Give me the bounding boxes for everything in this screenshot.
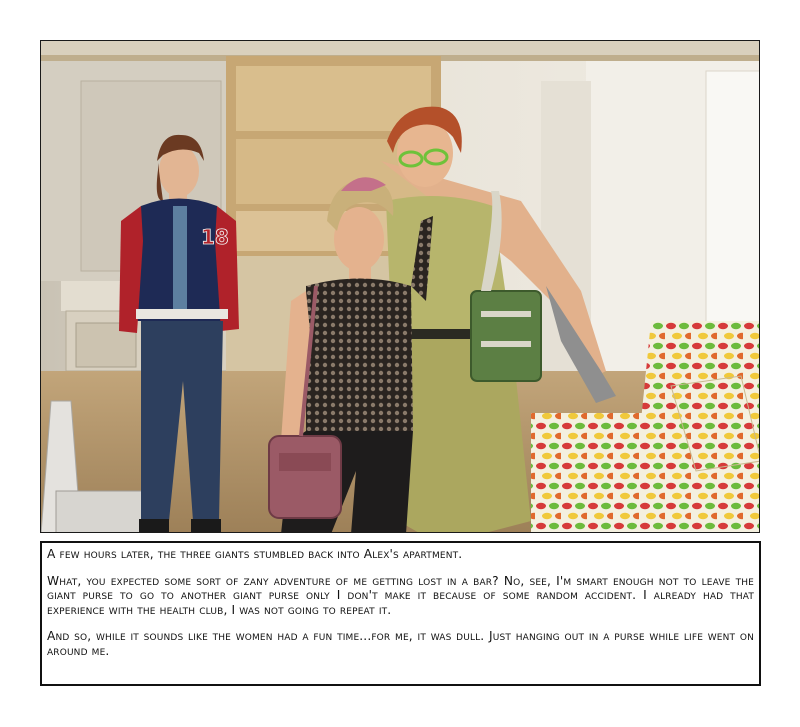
pink-handbag [269,436,341,518]
apartment-scene-illustration [41,41,760,533]
comic-panel [40,40,760,533]
caption-paragraph-1: A few hours later, the three giants stumbled back into Alex's apartment. [47,547,463,561]
jacket-number: 18 [201,225,229,249]
caption-box [40,541,761,686]
caption-paragraph-2: What, you expected some sort of zany adventure of me getting lost in a bar? No, see, I'm smart enough not to leave the giant purse to go to another giant purse only I don't make it because of some random accident. I already had that experience with the health club, I was not going to repeat it. [47,573,754,617]
green-handbag [471,291,541,381]
caption-paragraph-3: And so, while it sounds like the women had a fun time...for me, it was dull. Just hanging out in a purse while life went on around me. [47,629,754,658]
